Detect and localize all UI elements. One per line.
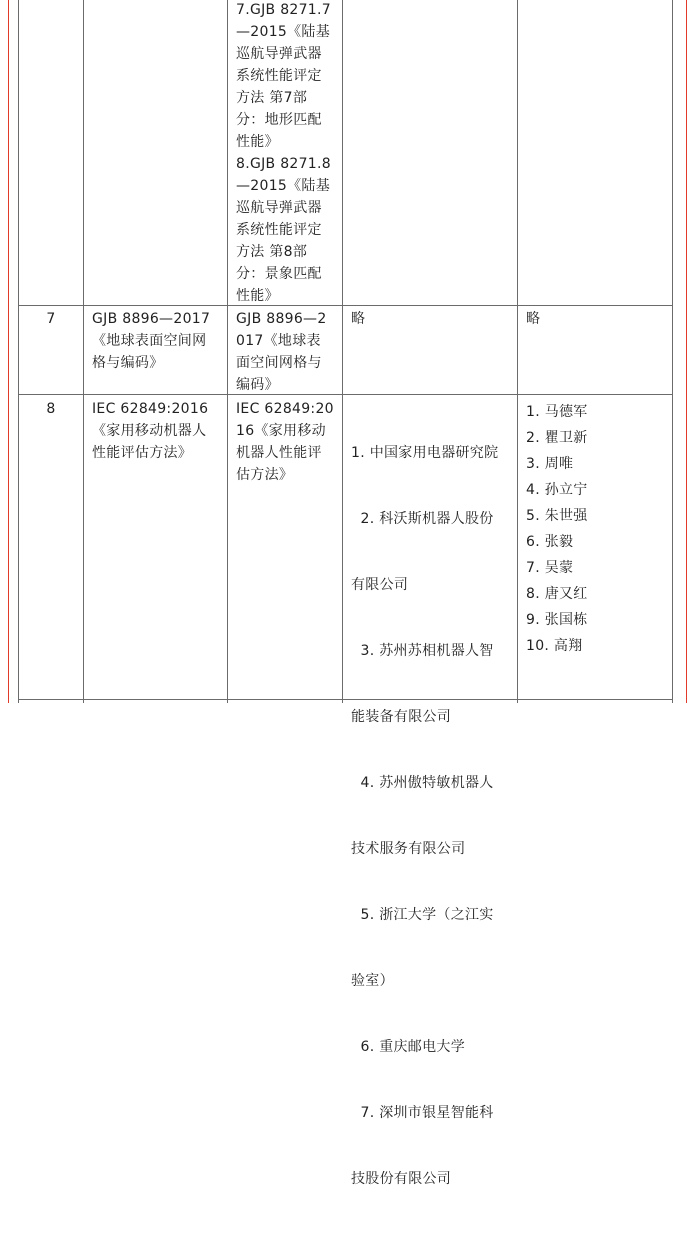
page-margin-left	[8, 0, 9, 703]
row-divider	[18, 394, 673, 395]
row-number: 8	[46, 401, 56, 417]
column-divider	[517, 0, 518, 703]
page-margin-right	[686, 0, 687, 703]
adoption-cell: GJB 8896—2 017《地球表 面空间网格与 编码》	[236, 311, 327, 393]
standard-cell: IEC 62849:2016 《家用移动机器人 性能评估方法》	[92, 401, 209, 461]
drafters-cell: 略	[526, 311, 541, 327]
drafters-cell: 1. 马德军 2. 瞿卫新 3. 周唯 4. 孙立宁 5. 朱世强 6. 张毅 7. 吴蒙 8. 唐又红 9. 张国栋 10. 高翔	[526, 404, 588, 654]
table-row	[236, 0, 331, 307]
drafting-units-cell: 1. 中国家用电器研究院 2. 科沃斯机器人股份 有限公司 3. 苏州苏相机器人智 能装备有限公司 4. 苏州傲特敏机器人 技术服务有限公司 5. 浙江大学（之江实 验室） 6. 重庆邮电大学 7. 深圳市银星智能科 技股份有限公司	[351, 445, 499, 1187]
standard-cell: GJB 8896—2017 《地球表面空间网 格与编码》	[92, 311, 211, 371]
table-border-right	[672, 0, 673, 703]
adoption-cell: IEC 62849:20 16《家用移动 机器人性能评 估方法》	[236, 401, 334, 483]
row-divider	[18, 699, 673, 700]
row-number: 7	[46, 311, 56, 327]
column-divider	[83, 0, 84, 703]
column-divider	[227, 0, 228, 703]
table-border-left	[18, 0, 19, 703]
drafting-units-cell: 略	[351, 311, 366, 327]
adoption-cell: 7.GJB 8271.7 —2015《陆基 巡航导弹武器 系统性能评定 方法 第7部 分：地形匹配 性能》 8.GJB 8271.8 —2015《陆基 巡航导弹武器 系统性能评定 方法 第8部 分：景象匹配 性能》	[236, 2, 331, 304]
column-divider	[342, 0, 343, 703]
row-divider	[18, 305, 673, 306]
